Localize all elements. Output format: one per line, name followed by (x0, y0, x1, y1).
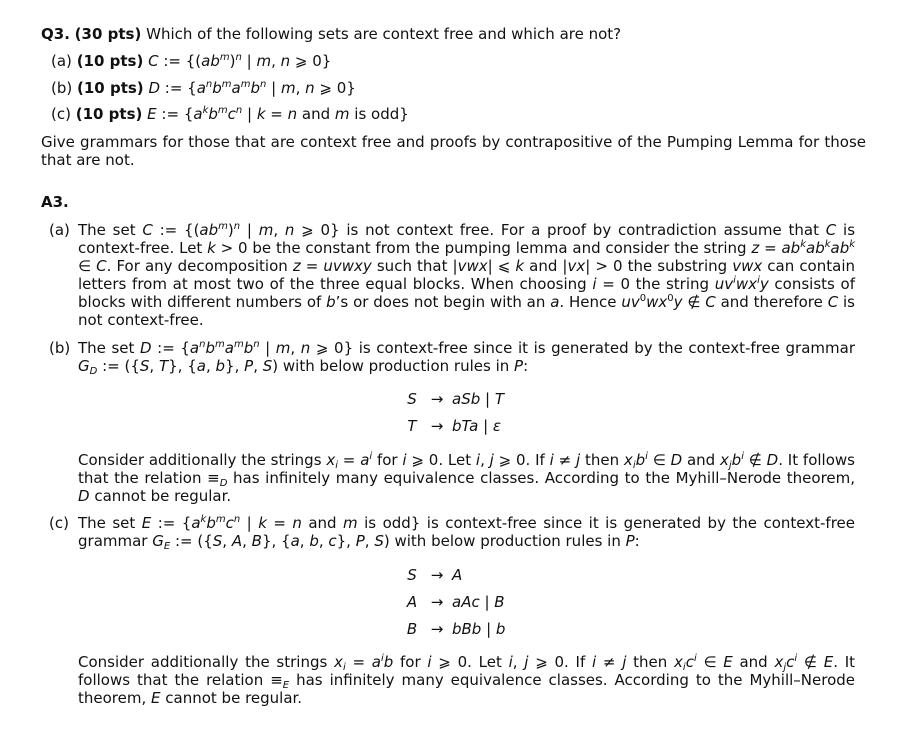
question-item-b: (b) (10 pts) D := {$a^nb^ma^mb^n$ | m, n ⩾ 0} (51, 79, 356, 97)
question-title (41, 25, 621, 43)
question-text: Which of the following sets are context free and which are not? (146, 25, 622, 43)
answer-part-b-text: The set D := {$a^nb^ma^mb^n$ | m, n ⩾ 0} is context-free since it is generated by the context-free grammar $G_D$ := ({S, T}, {a, b}, P, S) with below production rules in P: (78, 339, 855, 377)
answer-part-c-regularity: Consider additionally the strings $x_i = a^ib$ for i ⩾ 0. Let i, j ⩾ 0. If i ≠ j then $x_ic^i$ ∈ E and $x_jc^i$ ∉ E. It follows that the relation $\equiv_E$ has infinitely many equivalence classes. According to the Myhill–Nerode theorem, E cannot be regular. (78, 653, 855, 707)
answer-label: A3. (41, 193, 69, 211)
answer-part-c-text: The set E := {$a^kb^mc^n$ | k = n and m is odd} is context-free since it is generated by the context-free grammar $G_E$ := ({S, A, B}, {a, b, c}, P, S) with below production rules in P: (78, 514, 856, 552)
question-item-a: (a) (10 pts) C := {$(ab^m)^n$ | m, n ⩾ 0} (51, 52, 332, 70)
grammar-d-rule: T → bTa | ε (407, 417, 501, 435)
answer-part-c-label: (c) (49, 514, 69, 532)
answer-part-b-label: (b) (49, 339, 71, 357)
grammar-e-rule: S → A (407, 566, 463, 584)
answer-part-a-text: The set C := {$(ab^m)^n$ | m, n ⩾ 0} is not context free. For a proof by contradiction assume that C is context-free. Let k > 0 be the constant from the pumping lemma and consider the string $z = ab^kab^kab^k$ ∈ C. For any decomposition z = uvwxy such that |vwx| ⩽ k and |vx| > 0 the substring vwx can contain letters from at most two of the three equal blocks. When choosing i = 0 the string $uv^iwx^iy$ consists of blocks with different numbers of b’s or does not begin with an a. Hence $uv^0wx^0y$ ∉ C and therefore C is not context-free. (78, 221, 856, 329)
question-label: Q3. (41, 25, 70, 43)
grammar-e-rule: A → aAc | B (406, 593, 505, 611)
grammar-e-rule: B → bBb | b (406, 620, 506, 638)
answer-part-b-regularity: Consider additionally the strings $x_i = a^i$ for i ⩾ 0. Let i, j ⩾ 0. If i ≠ j then $x_ib^i$ ∈ D and $x_jb^i$ ∉ D. It follows that the relation $\equiv_D$ has infinitely many equivalence classes. According to the Myhill–Nerode theorem, D cannot be regular. (78, 451, 856, 505)
question-points: (30 pts) (74, 25, 142, 43)
question-item-c: (c) (10 pts) E := {$a^kb^mc^n$ | k = n and m is odd} (51, 105, 409, 123)
grammar-d-rule: S → aSb | T (407, 390, 504, 408)
answer-part-a-label: (a) (49, 221, 70, 239)
question-instruction: Give grammars for those that are context free and proofs by contrapositive of the Pumping Lemma for those that are not. (41, 133, 866, 169)
